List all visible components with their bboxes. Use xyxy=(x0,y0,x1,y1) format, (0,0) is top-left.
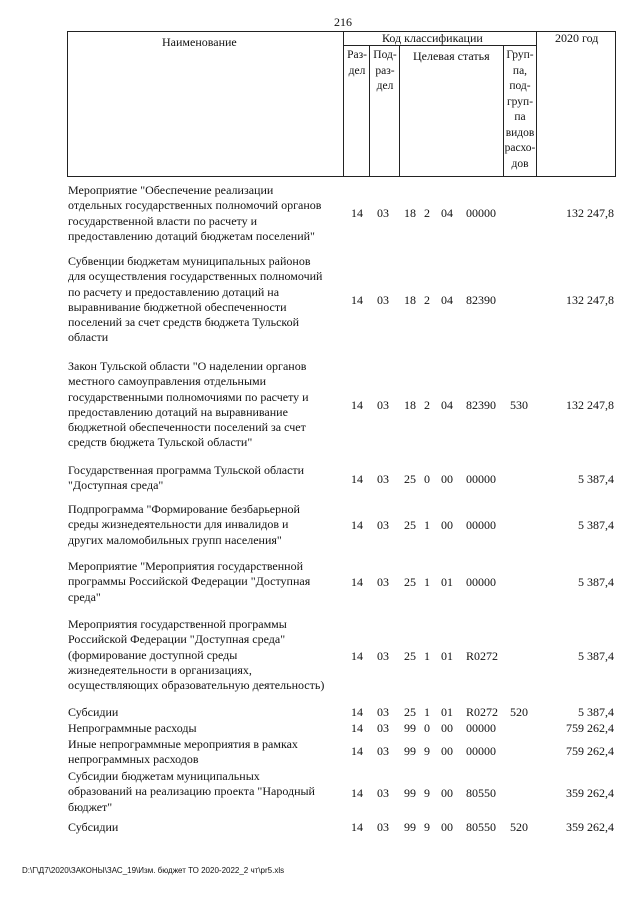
section-code: 14 xyxy=(351,206,363,220)
header-group-line: па xyxy=(514,111,526,123)
article-subprogram: 2 xyxy=(424,398,430,412)
row-name-line: по расчету и предоставлению дотаций на xyxy=(68,284,280,299)
amount-2020: 132 247,8 xyxy=(566,206,614,220)
amount-2020: 5 387,4 xyxy=(578,705,614,719)
row-name-line: (формирование доступной среды xyxy=(68,647,238,662)
article-program: 18 xyxy=(404,293,416,307)
header-group-line: расхо- xyxy=(504,142,536,154)
article-event: 04 xyxy=(441,206,453,220)
header-group-line: па, xyxy=(512,64,528,77)
header-target-article: Целевая статья xyxy=(413,49,490,63)
section-code: 14 xyxy=(351,786,363,800)
article-direction: R0272 xyxy=(466,649,499,663)
header-group-line: дов xyxy=(511,157,529,170)
amount-2020: 132 247,8 xyxy=(566,293,614,307)
row-name-line: среда" xyxy=(68,589,101,604)
article-direction: 00000 xyxy=(466,472,496,486)
row-name-line: области xyxy=(68,330,109,345)
header-vline-name xyxy=(343,31,344,177)
row-name-line: государственными полномочиями по расчету и xyxy=(68,389,309,404)
article-program: 18 xyxy=(404,398,416,412)
row-name-line: предоставлению дотаций на выравнивание xyxy=(68,404,288,419)
subsection-code: 03 xyxy=(377,721,389,735)
article-program: 25 xyxy=(404,705,416,719)
section-code: 14 xyxy=(351,721,363,735)
header-subsection-line: дел xyxy=(376,80,394,92)
header-group-line: груп- xyxy=(506,95,534,108)
article-event: 00 xyxy=(441,472,453,486)
row-name xyxy=(68,721,343,736)
subsection-code: 03 xyxy=(377,472,389,486)
article-direction: 80550 xyxy=(466,786,496,800)
row-name-line: выравнивание бюджетной обеспеченности xyxy=(68,299,287,314)
subsection-code: 03 xyxy=(377,744,389,758)
subsection-code: 03 xyxy=(377,705,389,719)
subsection-code: 03 xyxy=(377,398,389,412)
article-subprogram: 2 xyxy=(424,293,430,307)
section-code: 14 xyxy=(351,472,363,486)
row-name-line: государственной власти по расчету и xyxy=(68,213,258,228)
footer-file-path: D:\Г\Д7\2020\ЗАКОНЫ\ЗАС_19\Изм. бюджет ТО 2020-2022_2 чт\pr5.xls xyxy=(22,866,285,875)
row-name-line: отдельных государственных полномочий органов xyxy=(68,198,322,213)
row-name-line: бюджетной обеспеченности поселений за счет xyxy=(68,420,306,435)
article-program: 99 xyxy=(404,721,416,735)
header-group-line: под- xyxy=(509,80,531,92)
row-name xyxy=(68,254,343,346)
article-subprogram: 9 xyxy=(424,786,430,800)
row-name-line: местного самоуправления отдельными xyxy=(68,374,267,389)
header-section-line: Раз- xyxy=(347,49,367,61)
article-event: 00 xyxy=(441,721,453,735)
article-program: 25 xyxy=(404,575,416,589)
section-code: 14 xyxy=(351,705,363,719)
row-name-line: Подпрограмма "Формирование безбарьерной xyxy=(68,502,300,516)
row-name-line: Мероприятие "Мероприятия государственной xyxy=(68,559,304,573)
article-program: 25 xyxy=(404,518,416,532)
row-name xyxy=(68,617,343,693)
row-name-line: Субсидии бюджетам муниципальных xyxy=(68,769,260,783)
row-name-line: Российской Федерации "Доступная среда" xyxy=(68,632,286,647)
row-name xyxy=(68,820,343,835)
article-subprogram: 9 xyxy=(424,820,430,834)
header-group-line: Груп- xyxy=(506,49,534,61)
group-code: 530 xyxy=(510,398,528,412)
header-subsection-line: раз- xyxy=(375,64,395,77)
header-group xyxy=(504,48,536,172)
article-event: 01 xyxy=(441,575,453,589)
row-name-line: Непрограммные расходы xyxy=(68,721,197,735)
section-code: 14 xyxy=(351,293,363,307)
row-name-line: Иные непрограммные мероприятия в рамках xyxy=(68,737,298,751)
section-code: 14 xyxy=(351,820,363,834)
row-name xyxy=(68,559,343,605)
header-vline-group xyxy=(536,31,537,177)
row-name xyxy=(68,463,343,494)
header-vline-section xyxy=(369,45,370,177)
header-vline-right xyxy=(615,31,616,177)
amount-2020: 5 387,4 xyxy=(578,472,614,486)
subsection-code: 03 xyxy=(377,518,389,532)
subsection-code: 03 xyxy=(377,649,389,663)
amount-2020: 5 387,4 xyxy=(578,649,614,663)
article-direction: 80550 xyxy=(466,820,496,834)
article-event: 01 xyxy=(441,705,453,719)
article-program: 25 xyxy=(404,649,416,663)
amount-2020: 359 262,4 xyxy=(566,786,614,800)
article-subprogram: 1 xyxy=(424,575,430,589)
amount-2020: 5 387,4 xyxy=(578,575,614,589)
row-name-line: Субсидии xyxy=(68,705,119,719)
header-year: 2020 год xyxy=(555,31,599,45)
header-subsection-line: Под- xyxy=(373,49,397,61)
article-direction: 00000 xyxy=(466,206,496,220)
article-subprogram: 0 xyxy=(424,472,430,486)
group-code: 520 xyxy=(510,820,528,834)
row-name-line: непрограммных расходов xyxy=(68,752,199,767)
article-direction: 82390 xyxy=(466,398,496,412)
article-subprogram: 1 xyxy=(424,705,430,719)
article-event: 00 xyxy=(441,744,453,758)
article-program: 18 xyxy=(404,206,416,220)
amount-2020: 759 262,4 xyxy=(566,744,614,758)
row-name xyxy=(68,359,343,451)
article-event: 01 xyxy=(441,649,453,663)
article-event: 04 xyxy=(441,293,453,307)
row-name-line: других маломобильных групп населения" xyxy=(68,532,282,547)
row-name-line: Мероприятия государственной программы xyxy=(68,617,287,631)
article-direction: 00000 xyxy=(466,575,496,589)
row-name-line: среды жизнедеятельности для инвалидов и xyxy=(68,517,289,532)
header-line-top xyxy=(67,31,616,32)
header-section xyxy=(345,48,369,79)
article-subprogram: 1 xyxy=(424,518,430,532)
row-name-line: Государственная программа Тульской области xyxy=(68,463,305,477)
article-direction: 00000 xyxy=(466,518,496,532)
article-subprogram: 2 xyxy=(424,206,430,220)
row-name xyxy=(68,737,343,768)
article-program: 25 xyxy=(404,472,416,486)
page-number: 216 xyxy=(334,15,352,29)
row-name xyxy=(68,183,343,244)
article-subprogram: 9 xyxy=(424,744,430,758)
article-direction: 00000 xyxy=(466,721,496,735)
article-subprogram: 1 xyxy=(424,649,430,663)
article-direction: 82390 xyxy=(466,293,496,307)
header-vline-left xyxy=(67,31,68,177)
header-vline-subsection xyxy=(399,45,400,177)
row-name-line: программы Российской Федерации "Доступная xyxy=(68,574,311,589)
subsection-code: 03 xyxy=(377,820,389,834)
row-name-line: Субсидии xyxy=(68,820,119,834)
article-program: 99 xyxy=(404,744,416,758)
section-code: 14 xyxy=(351,518,363,532)
row-name xyxy=(68,502,343,548)
row-name-line: образований на реализацию проекта "Народный xyxy=(68,784,315,799)
amount-2020: 359 262,4 xyxy=(566,820,614,834)
article-event: 00 xyxy=(441,820,453,834)
amount-2020: 759 262,4 xyxy=(566,721,614,735)
row-name-line: для осуществления государственных полномочий xyxy=(68,269,323,284)
row-name-line: средств бюджета Тульской области" xyxy=(68,435,253,450)
row-name-line: Субвенции бюджетам муниципальных районов xyxy=(68,254,311,268)
subsection-code: 03 xyxy=(377,293,389,307)
row-name-line: Закон Тульской области "О наделении органов xyxy=(68,359,307,373)
row-name-line: осуществляющих образовательную деятельность) xyxy=(68,678,325,693)
row-name-line: жизнедеятельности в организациях, xyxy=(68,662,252,677)
row-name xyxy=(68,769,343,815)
subsection-code: 03 xyxy=(377,786,389,800)
row-name-line: бюджет" xyxy=(68,799,113,814)
article-direction: R0272 xyxy=(466,705,499,719)
amount-2020: 132 247,8 xyxy=(566,398,614,412)
amount-2020: 5 387,4 xyxy=(578,518,614,532)
header-subsection xyxy=(371,48,399,95)
header-group-line: видов xyxy=(505,126,535,139)
article-program: 99 xyxy=(404,786,416,800)
article-event: 00 xyxy=(441,786,453,800)
row-name-line: поселений за счет средств бюджета Тульской xyxy=(68,315,300,330)
article-subprogram: 0 xyxy=(424,721,430,735)
section-code: 14 xyxy=(351,398,363,412)
subsection-code: 03 xyxy=(377,575,389,589)
header-line-bottom xyxy=(67,176,616,177)
group-code: 520 xyxy=(510,705,528,719)
row-name-line: "Доступная среда" xyxy=(68,478,164,493)
section-code: 14 xyxy=(351,575,363,589)
row-name-line: предоставлению дотаций бюджетам поселений" xyxy=(68,228,315,243)
subsection-code: 03 xyxy=(377,206,389,220)
article-direction: 00000 xyxy=(466,744,496,758)
header-section-line: дел xyxy=(348,64,366,77)
article-program: 99 xyxy=(404,820,416,834)
article-event: 04 xyxy=(441,398,453,412)
header-name: Наименование xyxy=(162,35,237,49)
row-name-line: Мероприятие "Обеспечение реализации xyxy=(68,183,274,197)
row-name xyxy=(68,705,343,720)
section-code: 14 xyxy=(351,744,363,758)
section-code: 14 xyxy=(351,649,363,663)
article-event: 00 xyxy=(441,518,453,532)
header-classification: Код классификации xyxy=(382,31,483,45)
